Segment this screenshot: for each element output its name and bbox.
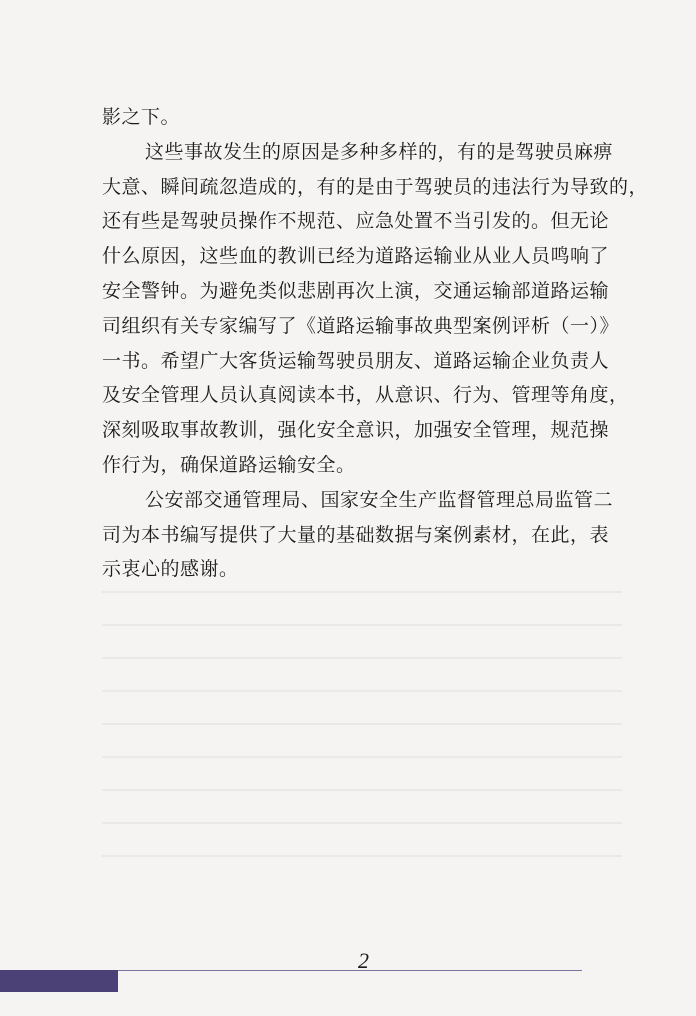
text-line: 影之下。 bbox=[102, 106, 181, 128]
text-line: 安全警钟。为避免类似悲剧再次上演，交通运输部道路运输 bbox=[102, 279, 610, 302]
show-through-texture bbox=[102, 560, 622, 890]
text-line: 司组织有关专家编写了《道路运输事故典型案例评析（一）》 bbox=[102, 314, 620, 337]
page-number: 2 bbox=[358, 948, 369, 973]
text-line: 示衷心的感谢。 bbox=[102, 558, 239, 581]
footer-rule bbox=[112, 970, 582, 971]
text-line: 这些事故发生的原因是多种多样的，有的是驾驶员麻痹 bbox=[145, 140, 614, 163]
text-line: 什么原因，这些血的教训已经为道路运输业从业人员鸣响了 bbox=[102, 245, 610, 268]
text-line: 还有些是驾驶员操作不规范、应急处置不当引发的。但无论 bbox=[102, 210, 610, 233]
body-text bbox=[102, 100, 662, 587]
text-line: 一书。希望广大客货运输驾驶员朋友、道路运输企业负责人 bbox=[102, 349, 610, 372]
text-line: 作行为，确保道路运输安全。 bbox=[102, 453, 356, 476]
text-line: 司为本书编写提供了大量的基础数据与案例素材，在此，表 bbox=[102, 523, 610, 546]
text-line: 公安部交通管理局、国家安全生产监督管理总局监管二 bbox=[145, 488, 614, 511]
text-line: 大意、瞬间疏忽造成的，有的是由于驾驶员的违法行为导致的， bbox=[102, 175, 649, 198]
text-line: 深刻吸取事故教训，强化安全意识，加强安全管理，规范操 bbox=[102, 419, 610, 442]
footer-accent-bar bbox=[0, 970, 118, 992]
text-line: 及安全管理人员认真阅读本书，从意识、行为、管理等角度， bbox=[102, 384, 629, 407]
